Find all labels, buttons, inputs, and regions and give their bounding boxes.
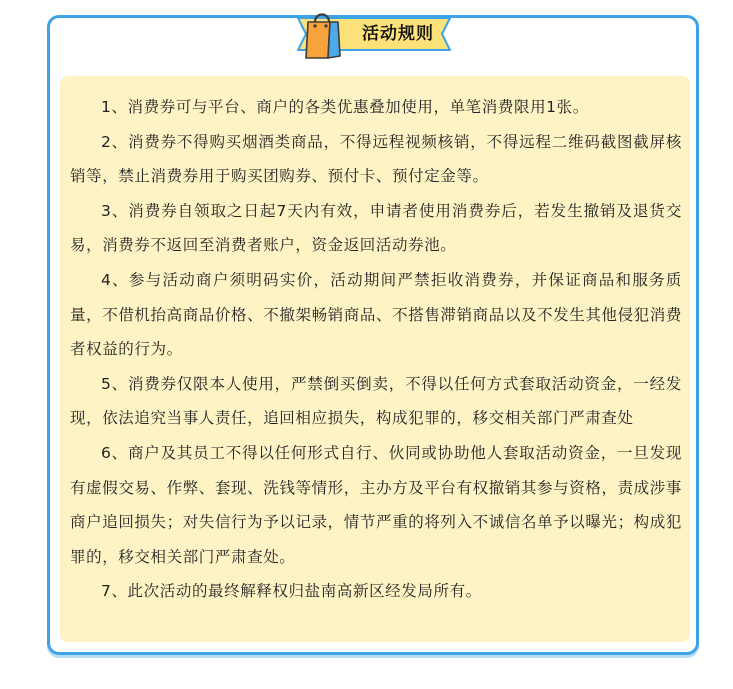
shopping-bag-icon: [302, 8, 342, 60]
rules-panel: [60, 76, 690, 642]
rule-item-3: 3、消费券自领取之日起7天内有效，申请者使用消费券后，若发生撤销及退货交易，消费券不返回至消费者账户，资金返回活动券池。: [70, 201, 682, 255]
rule-item-4: 4、参与活动商户须明码实价，活动期间严禁拒收消费券，并保证商品和服务质量，不借机抬高商品价格、不撤架畅销商品、不搭售滞销商品以及不发生其他侵犯消费者权益的行为。: [70, 270, 682, 359]
rule-item-2: 2、消费券不得购买烟酒类商品，不得远程视频核销，不得远程二维码截图截屏核销等，禁止消费券用于购买团购券、预付卡、预付定金等。: [70, 132, 682, 186]
page-title: 活动规则: [362, 24, 434, 44]
rule-item-1: 1、消费券可与平台、商户的各类优惠叠加使用，单笔消费限用1张。: [101, 98, 589, 116]
title-badge: [290, 14, 458, 54]
rule-item-7: 7、此次活动的最终解释权归盐南高新区经发局所有。: [101, 582, 482, 601]
rule-item-5: 5、消费券仅限本人使用，严禁倒买倒卖，不得以任何方式套取活动资金，一经发现，依法追究当事人责任，追回相应损失，构成犯罪的，移交相关部门严肃查处: [70, 374, 682, 428]
rule-item-6: 6、商户及其员工不得以任何形式自行、伙同或协助他人套取活动资金，一旦发现有虚假交易、作弊、套现、洗钱等情形，主办方及平台有权撤销其参与资格，责成涉事商户追回损失；对失信行为予以记录，情节严重的将列入不诚信名单予以曝光；构成犯罪的，移交相关部门严肃查处。: [70, 443, 682, 566]
